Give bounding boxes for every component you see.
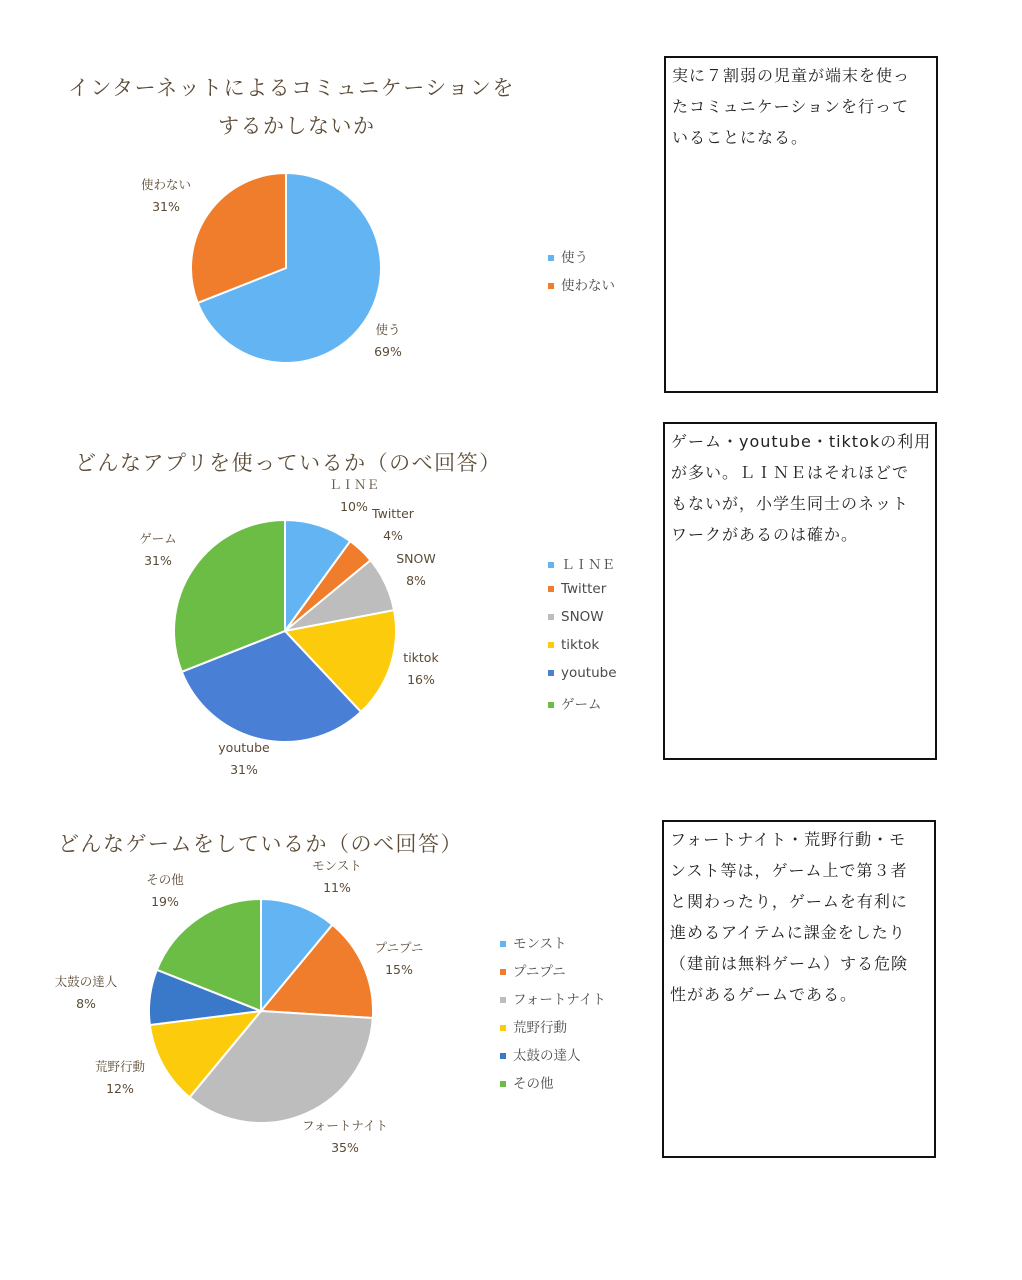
- slice-label-pct: 31%: [144, 553, 172, 568]
- slice-label-name: 太鼓の達人: [54, 974, 118, 989]
- chart3-title: どんなゲームをしているか（のべ回答）: [58, 832, 463, 856]
- slice-label-name: SNOW: [396, 551, 436, 566]
- slice-label-name: Twitter: [372, 506, 414, 521]
- legend-swatch: [500, 1081, 506, 1087]
- note-2-line: もないが，小学生同士のネット: [671, 494, 910, 513]
- chart2-title: どんなアプリを使っているか（のべ回答）: [75, 451, 502, 475]
- slice-label-pct: 11%: [323, 880, 351, 895]
- legend-item: [500, 960, 566, 980]
- chart1-title-line2: するかしないか: [218, 114, 376, 138]
- legend-label: ゲーム: [561, 697, 602, 713]
- legend-label: プニプニ: [513, 964, 566, 980]
- note-1-line: 実に７割弱の児童が端末を使っ: [672, 66, 911, 85]
- slice-label-name: 使う: [375, 322, 401, 337]
- note-2-line: ワークがあるのは確か。: [671, 525, 859, 544]
- legend-label: 荒野行動: [513, 1020, 567, 1036]
- slice-label-name: フォートナイト: [301, 1118, 389, 1133]
- legend-label: SNOW: [561, 609, 604, 625]
- slice-label-pct: 15%: [385, 962, 413, 977]
- legend-label: モンスト: [513, 936, 567, 952]
- slice-label-pct: 8%: [406, 573, 426, 588]
- slice-label-name: ＬＩＮＥ: [328, 477, 380, 492]
- legend-label: 使わない: [561, 278, 615, 294]
- legend-label: youtube: [561, 665, 617, 681]
- slice-label-pct: 69%: [374, 344, 402, 359]
- slice-label-pct: 35%: [331, 1140, 359, 1155]
- chart1-title-line1: インターネットによるコミュニケーションを: [68, 76, 515, 100]
- legend-swatch: [500, 997, 506, 1003]
- legend-label: その他: [513, 1076, 554, 1092]
- legend-item: [500, 1016, 567, 1036]
- slice-label-pct: 19%: [151, 894, 179, 909]
- slice-label-name: tiktok: [403, 650, 439, 665]
- slice-label-name: youtube: [218, 740, 270, 755]
- legend-label: 太鼓の達人: [513, 1048, 581, 1064]
- legend-item: [500, 1072, 554, 1092]
- slice-label-pct: 4%: [383, 528, 403, 543]
- slice-label-pct: 31%: [152, 199, 180, 214]
- note-1-line: いることになる。: [672, 128, 809, 147]
- slice-label-name: ゲーム: [139, 531, 177, 546]
- note-3-line: フォートナイト・荒野行動・モ: [670, 830, 907, 849]
- slice-label-name: 荒野行動: [94, 1059, 146, 1074]
- slice-label-name: 使わない: [140, 177, 192, 192]
- legend-swatch: [500, 941, 506, 947]
- note-box-1: [664, 56, 938, 393]
- slice-label-pct: 31%: [230, 762, 258, 777]
- legend-swatch: [500, 1053, 506, 1059]
- note-3-line: ンスト等は，ゲーム上で第３者: [670, 861, 908, 880]
- legend-label: ＬＩＮＥ: [561, 557, 615, 573]
- slice-label-name: モンスト: [312, 858, 362, 873]
- note-3-line: と関わったり，ゲームを有利に: [670, 892, 908, 911]
- slice-label-name: プニプニ: [374, 940, 424, 955]
- note-1-line: たコミュニケーションを行って: [672, 97, 910, 116]
- note-3-line: （建前は無料ゲーム）する危険: [670, 954, 909, 973]
- legend-item: [500, 988, 606, 1008]
- legend-label: フォートナイト: [513, 992, 606, 1008]
- slice-label-name: その他: [146, 872, 184, 887]
- note-2-line: ゲーム・youtube・tiktokの利用: [671, 432, 932, 451]
- legend-label: Twitter: [561, 581, 607, 597]
- note-box-2: [663, 422, 937, 760]
- note-3-line: 性があるゲームである。: [670, 985, 858, 1004]
- slice-label-pct: 8%: [76, 996, 96, 1011]
- legend-label: tiktok: [561, 637, 600, 653]
- slice-label-pct: 10%: [340, 499, 368, 514]
- legend-item: [500, 1044, 581, 1064]
- legend-label: 使う: [561, 250, 588, 266]
- slice-label-pct: 16%: [407, 672, 435, 687]
- note-3-line: 進めるアイテムに課金をしたり: [670, 923, 906, 942]
- slice-label-pct: 12%: [106, 1081, 134, 1096]
- note-box-3: [662, 820, 936, 1158]
- legend-swatch: [500, 969, 506, 975]
- legend-swatch: [500, 1025, 506, 1031]
- note-2-line: が多い。ＬＩＮＥはそれほどで: [671, 463, 910, 482]
- legend-item: [500, 932, 567, 952]
